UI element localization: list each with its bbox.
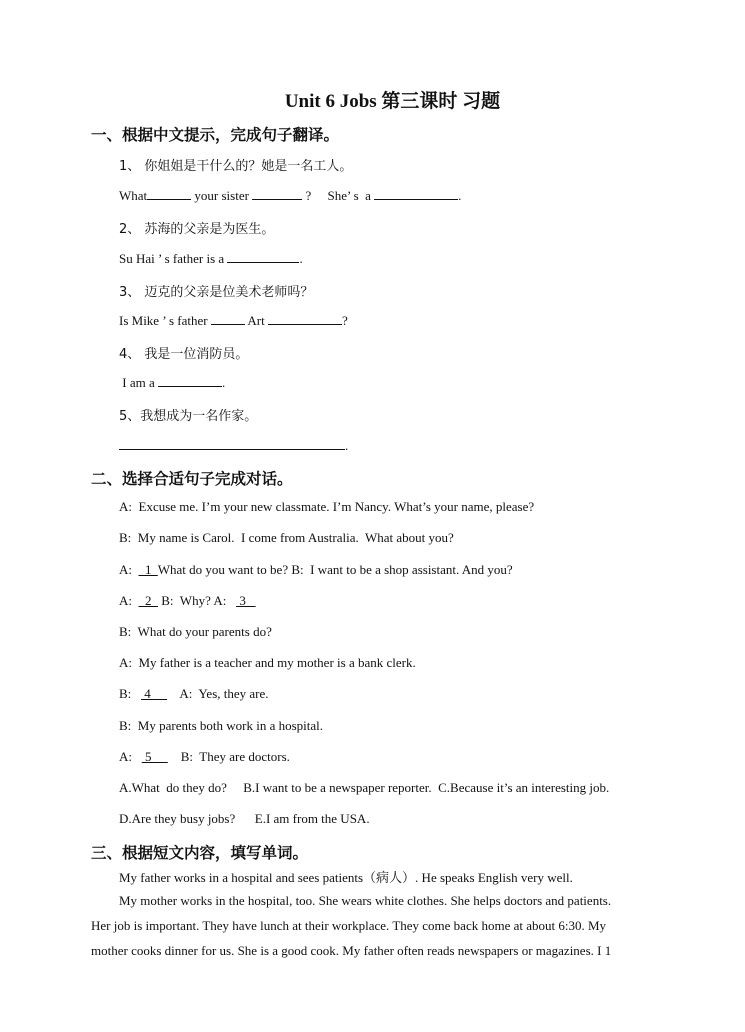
blank-1[interactable]: 1 [138, 562, 158, 577]
q1-english: What your sister ? She’ s a . [119, 188, 462, 203]
dialog-line-2: B: My name is Carol. I come from Australia. What about you? [119, 530, 454, 545]
options-line-2: D.Are they busy jobs? E.I am from the USA. [119, 811, 370, 826]
blank-3[interactable]: 3 [236, 593, 256, 608]
blank[interactable] [374, 187, 458, 200]
passage-line-1: My father works in a hospital and sees patients（病人）. He speaks English very well. [119, 870, 573, 885]
blank[interactable] [147, 187, 191, 200]
blank[interactable] [211, 312, 245, 325]
blank[interactable] [158, 374, 222, 387]
passage-line-4: mother cooks dinner for us. She is a good cook. My father often reads newspapers or magazines. I 1 [91, 943, 612, 958]
dialog-line-9: A: 5 B: They are doctors. [119, 749, 290, 764]
dialog-line-5: B: What do your parents do? [119, 624, 272, 639]
q1-chinese: 1、 你姐姐是干什么的？她是一名工人。 [119, 159, 353, 174]
q4-english: I am a . [119, 375, 226, 390]
blank[interactable] [252, 187, 302, 200]
options-line-1: A.What do they do? B.I want to be a newspaper reporter. C.Because it’s an interesting job. [119, 780, 610, 795]
dialog-line-3: A: 1 What do you want to be? B: I want to be a shop assistant. And you? [119, 562, 513, 577]
q5-chinese: 5、我想成为一名作家。 [119, 409, 258, 424]
q3-chinese: 3、 迈克的父亲是位美术老师吗？ [119, 285, 314, 300]
dialog-line-6: A: My father is a teacher and my mother is a bank clerk. [119, 655, 416, 670]
section2-heading: 二、选择合适句子完成对话。 [91, 470, 293, 488]
q5-english: . [119, 437, 348, 454]
dialog-line-7: B: 4 A: Yes, they are. [119, 686, 269, 701]
page-title: Unit 6 Jobs 第三课时 习题 [284, 91, 501, 112]
q2-english: Su Hai ’ s father is a . [119, 251, 303, 266]
blank-2[interactable]: 2 [138, 593, 158, 608]
section3-heading: 三、根据短文内容，填写单词。 [91, 844, 309, 862]
dialog-line-4: A: 2 B: Why? A: 3 [119, 593, 256, 608]
q4-chinese: 4、 我是一位消防员。 [119, 347, 249, 362]
blank-5[interactable]: 5 [141, 749, 168, 764]
dialog-line-8: B: My parents both work in a hospital. [119, 718, 324, 733]
q3-english: Is Mike ’ s father Art ? [119, 313, 348, 328]
passage-line-3: Her job is important. They have lunch at their workplace. They come back home at about 6:30. My [91, 918, 607, 933]
blank[interactable] [227, 250, 299, 263]
q2-chinese: 2、 苏海的父亲是为医生。 [119, 222, 275, 237]
blank-4[interactable]: 4 [141, 686, 168, 701]
passage-line-2: My mother works in the hospital, too. She wears white clothes. She helps doctors and patients. [119, 893, 612, 908]
dialog-line-1: A: Excuse me. I’m your new classmate. I’m Nancy. What’s your name, please? [119, 499, 535, 514]
blank[interactable] [268, 312, 342, 325]
blank[interactable] [119, 437, 345, 450]
section1-heading: 一、根据中文提示，完成句子翻译。 [91, 126, 340, 144]
